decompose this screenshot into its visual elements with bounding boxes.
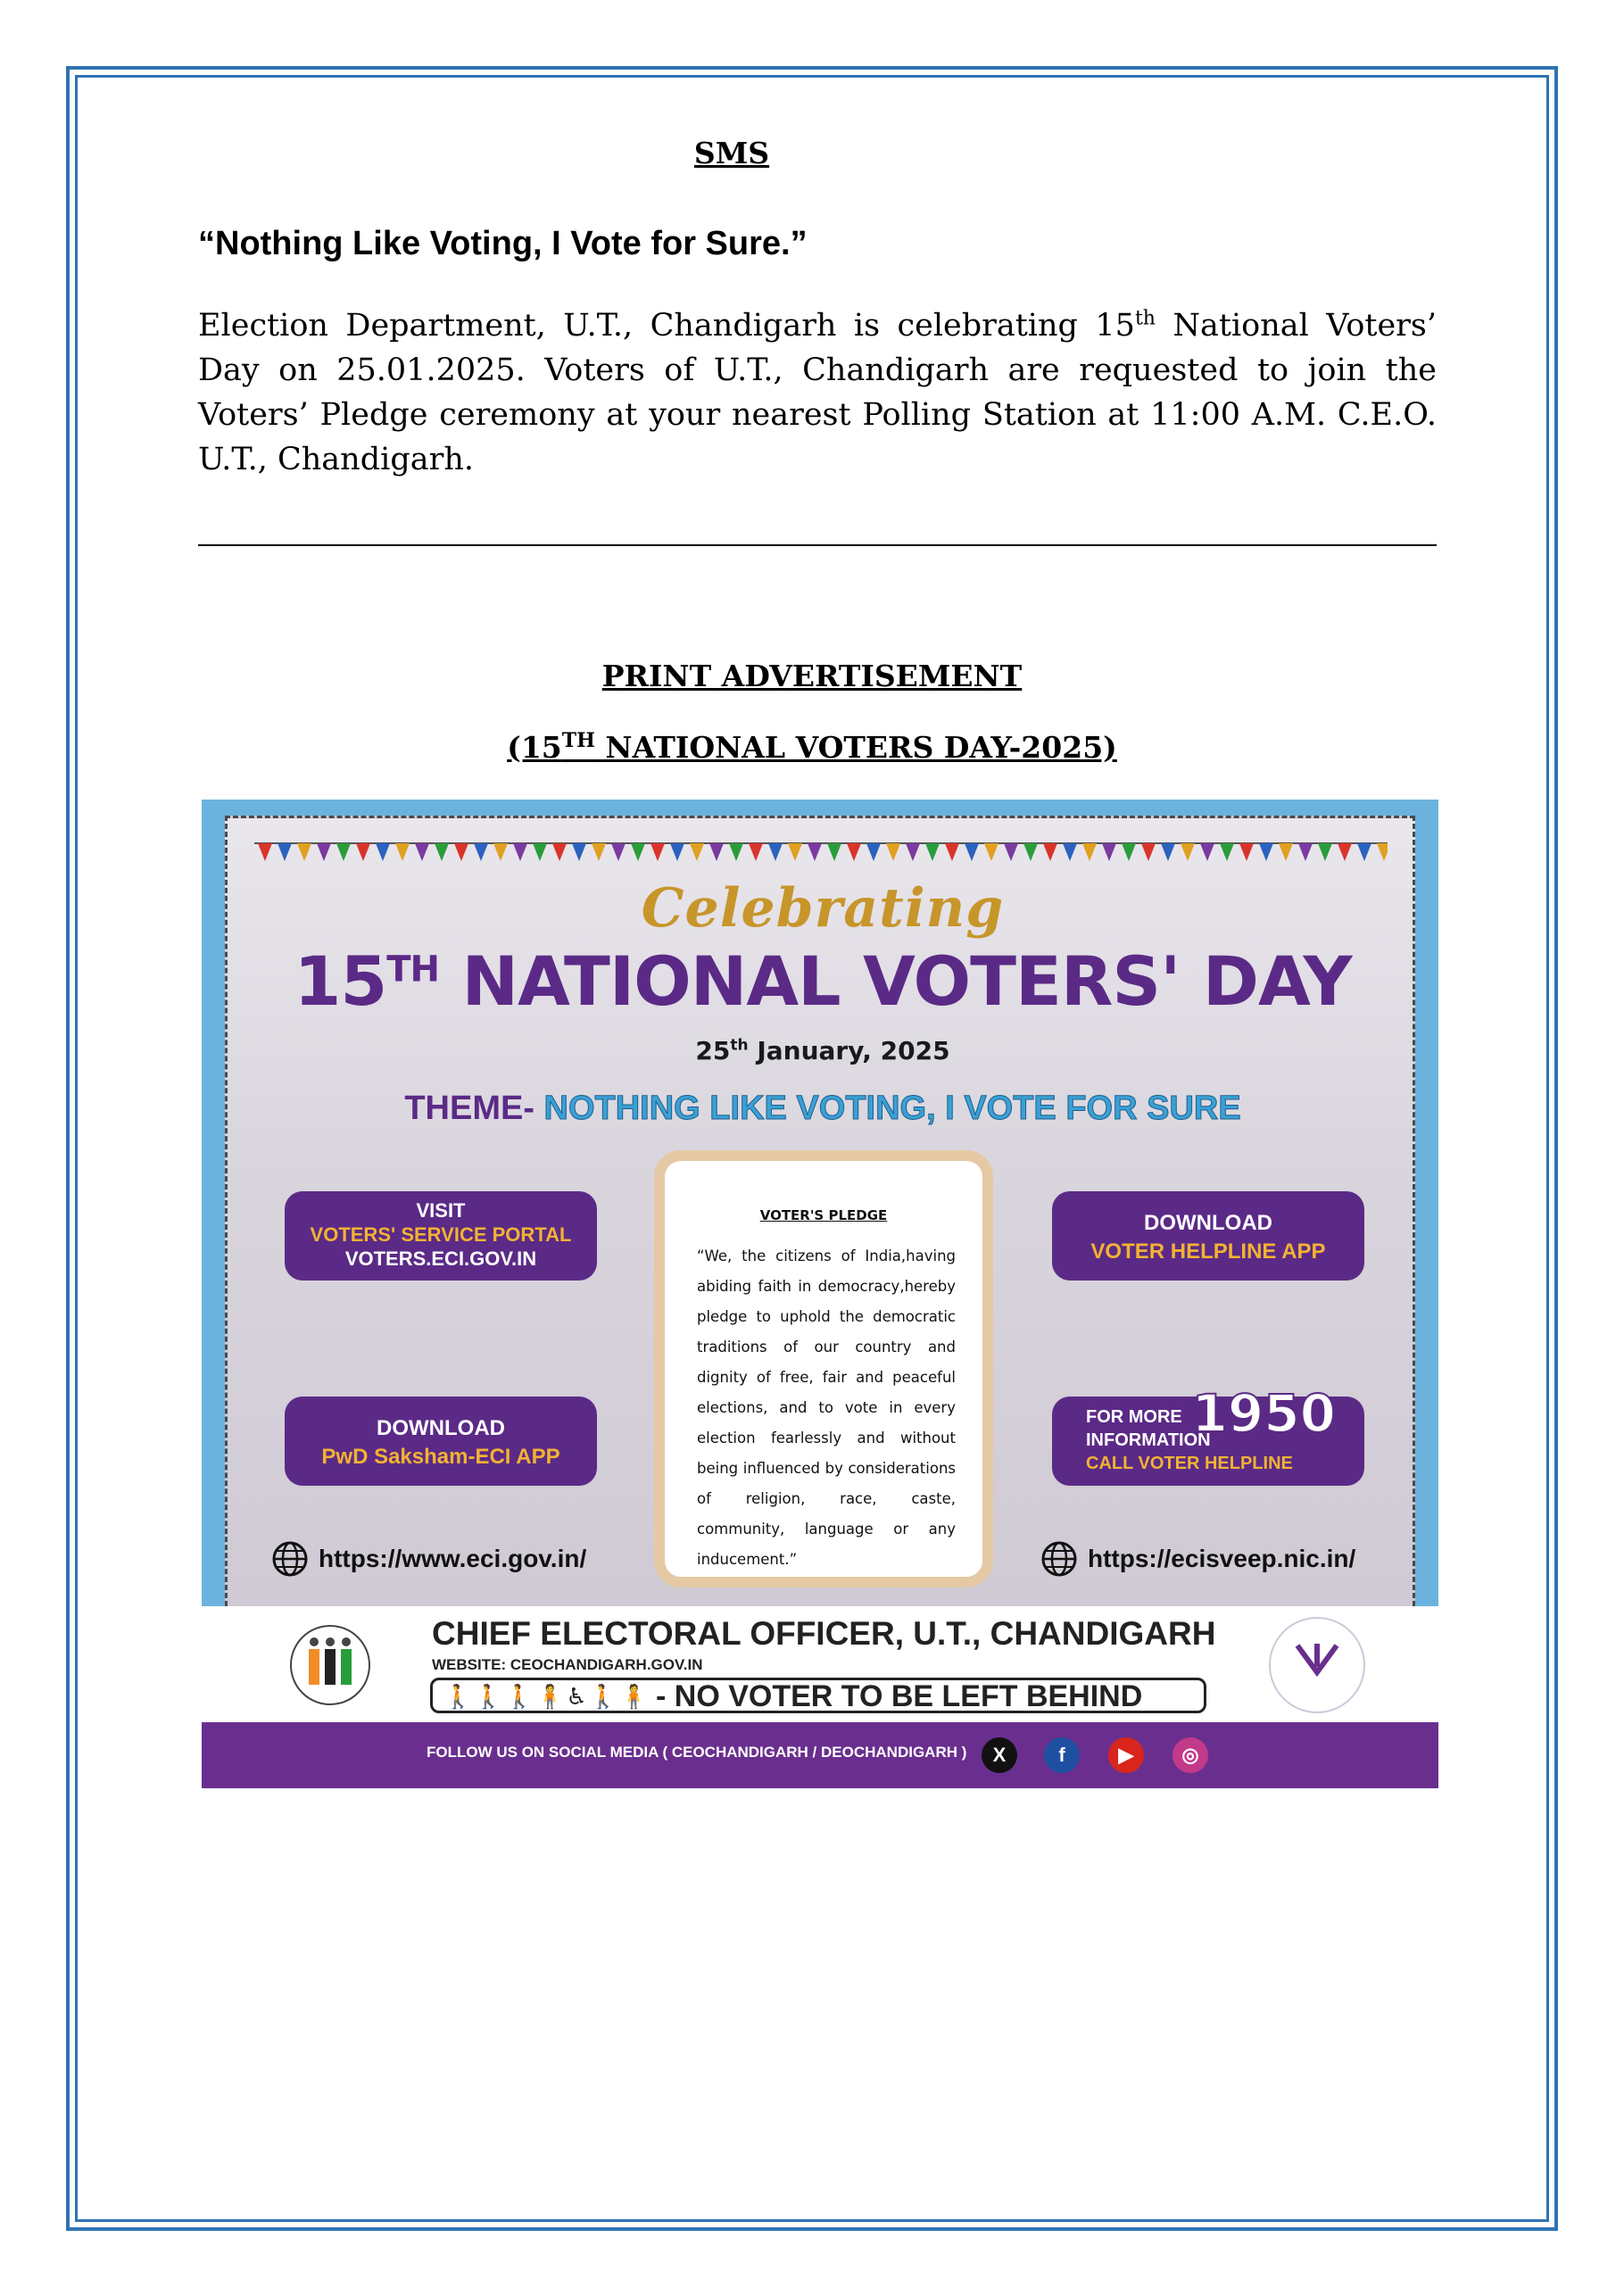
visit-portal-banner: [285, 1191, 597, 1281]
sms-heading: SMS: [693, 136, 770, 170]
bunting-flag: [513, 843, 527, 861]
bunting-flag: [945, 843, 959, 861]
bunting-flag: [336, 843, 351, 861]
nothing-like-voting-logo: [1269, 1617, 1365, 1713]
bunting-flag: [493, 843, 508, 861]
bunting-flag: [611, 843, 626, 861]
bunting-flag: [690, 843, 704, 861]
bunting-flag: [1338, 843, 1352, 861]
bunting-flag: [1122, 843, 1136, 861]
bunting-flag: [1298, 843, 1313, 861]
helpline-line2: VOTER HELPLINE APP: [1090, 1239, 1326, 1264]
bunting-flag: [474, 843, 488, 861]
print-sub-part2: NATIONAL VOTERS DAY-2025): [594, 730, 1117, 765]
celebrating-text: Celebrating: [641, 877, 1005, 940]
sms-body: [198, 303, 1437, 482]
bunting-flag: [552, 843, 567, 861]
bunting-flag: [1259, 843, 1273, 861]
bunting-flag: [1063, 843, 1077, 861]
globe-icon: [270, 1539, 310, 1579]
divider-rule: [198, 544, 1437, 546]
bunting-flag: [749, 843, 763, 861]
print-sub-part1: (15: [507, 730, 562, 765]
visit-line1: VISIT: [416, 1199, 466, 1222]
theme-label: THEME-: [404, 1090, 534, 1127]
ad-top-section: [202, 800, 1438, 1606]
bunting-flag: [1318, 843, 1332, 861]
bunting-flag: [356, 843, 370, 861]
helpline-line1: DOWNLOAD: [1144, 1211, 1272, 1235]
social-text: FOLLOW US ON SOCIAL MEDIA ( CEOCHANDIGARH / DEOCHANDIGARH ): [427, 1744, 967, 1761]
no-voter-text: - NO VOTER TO BE LEFT BEHIND: [656, 1679, 1143, 1713]
no-voter-left-behind-banner: [430, 1678, 1206, 1713]
pwd-line1: DOWNLOAD: [377, 1416, 505, 1440]
pwd-line2: PwD Saksham-ECI APP: [321, 1445, 560, 1469]
voter-helpline-app-banner: [1052, 1191, 1364, 1281]
bunting-flag: [1181, 843, 1195, 861]
print-heading: PRINT ADVERTISEMENT: [601, 659, 1023, 693]
bunting-flag: [965, 843, 979, 861]
ad-theme: [228, 1090, 1415, 1128]
bunting-flag: [297, 843, 311, 861]
bunting-flag: [1161, 843, 1175, 861]
globe-icon: [1040, 1539, 1079, 1579]
sms-quote: “Nothing Like Voting, I Vote for Sure.”: [198, 225, 808, 262]
visit-line3: VOTERS.ECI.GOV.IN: [344, 1247, 537, 1270]
sms-body-part2: National Voters’ Day on 25.01.2025. Voters of U.T., Chandigarh are requested to join the Voters’ Pledge ceremony at your nearest Polling Station at 11:00 A.M. C.E.O. U.T., Chandigarh.: [198, 308, 1437, 477]
theme-text: NOTHING LIKE VOTING, I VOTE FOR SURE: [534, 1090, 1241, 1127]
print-sub-sup: TH: [561, 729, 595, 752]
bunting-flag: [1220, 843, 1234, 861]
bunting-flag: [376, 843, 390, 861]
info-line2: INFORMATION: [1086, 1430, 1211, 1450]
bunting-flag: [592, 843, 606, 861]
pledge-text: “We, the citizens of India,having abiding faith in democracy,hereby pledge to uphold the democratic traditions of our country and dignity of free, fair and peaceful elections, and to vote in every election fearlessly and without being influenced by considerations of religion, race, caste, community, language or any inducement.”: [697, 1247, 956, 1568]
title-number: 15: [294, 941, 387, 1021]
bunting-flag: [395, 843, 410, 861]
bunting-flag: [1239, 843, 1254, 861]
date-day: 25: [695, 1036, 731, 1065]
bunting-flag: [1043, 843, 1057, 861]
ad-footer: [202, 1606, 1438, 1788]
ad-main-title: [228, 941, 1415, 1021]
bunting-flag: [788, 843, 802, 861]
bunting-flag: [1141, 843, 1156, 861]
helpline-number: 1950: [1191, 1383, 1336, 1444]
bunting-flag: [1082, 843, 1097, 861]
date-sup: th: [730, 1036, 749, 1055]
eci-link-text: https://www.eci.gov.in/: [319, 1545, 587, 1572]
bunting-decoration: [254, 840, 1388, 866]
visit-line2: VOTERS' SERVICE PORTAL: [310, 1223, 572, 1246]
helpline-number-banner: [1052, 1383, 1364, 1486]
bunting-flag: [258, 843, 272, 861]
ecisveep-link-text: https://ecisveep.nic.in/: [1088, 1545, 1356, 1572]
bunting-flag: [1279, 843, 1293, 861]
ecisveep-link[interactable]: [1040, 1539, 1355, 1579]
bunting-flag: [866, 843, 881, 861]
people-figures-icon: 🚶🚶🚶🧍♿🚶🧍: [443, 1684, 650, 1711]
print-advertisement: [202, 800, 1438, 1788]
info-line1: FOR MORE: [1086, 1407, 1182, 1427]
bunting-flag: [1377, 843, 1388, 861]
bunting-flag: [533, 843, 547, 861]
bunting-flag: [729, 843, 743, 861]
youtube-icon[interactable]: ▶: [1108, 1737, 1144, 1773]
bunting-flag: [847, 843, 861, 861]
x-twitter-icon[interactable]: X: [982, 1737, 1017, 1773]
eci-link[interactable]: [270, 1539, 586, 1579]
facebook-icon[interactable]: f: [1044, 1737, 1080, 1773]
bunting-flag: [1102, 843, 1116, 861]
bunting-flag: [454, 843, 468, 861]
bunting-flag: [435, 843, 449, 861]
eci-logo-icon: [287, 1622, 373, 1708]
sms-body-sup: th: [1134, 307, 1156, 330]
bunting-flag: [415, 843, 429, 861]
bunting-flag: [1357, 843, 1371, 861]
ceo-website: WEBSITE: CEOCHANDIGARH.GOV.IN: [432, 1656, 703, 1673]
bunting-flag: [670, 843, 684, 861]
bunting-flag: [650, 843, 665, 861]
bunting-flag: [1200, 843, 1214, 861]
bunting-flag: [827, 843, 841, 861]
instagram-icon[interactable]: ◎: [1172, 1737, 1208, 1773]
bunting-flag: [886, 843, 900, 861]
ceo-title: CHIEF ELECTORAL OFFICER, U.T., CHANDIGARH: [432, 1615, 1216, 1652]
bunting-flag: [1023, 843, 1038, 861]
bunting-flag: [1004, 843, 1018, 861]
date-rest: January, 2025: [748, 1036, 950, 1065]
social-media-bar: [202, 1722, 1438, 1788]
ad-date: [228, 1036, 1415, 1065]
sms-body-part1: Election Department, U.T., Chandigarh is celebrating 15: [198, 308, 1135, 344]
print-subheading: [0, 730, 1624, 765]
title-rest: NATIONAL VOTERS' DAY: [439, 941, 1352, 1021]
bunting-flag: [572, 843, 586, 861]
info-line3: CALL VOTER HELPLINE: [1086, 1454, 1293, 1473]
bunting-flag: [317, 843, 331, 861]
bunting-flag: [709, 843, 724, 861]
bunting-flag: [278, 843, 292, 861]
bunting-flag: [984, 843, 998, 861]
bunting-flag: [631, 843, 645, 861]
ad-panel: [225, 816, 1415, 1606]
pledge-title: VOTER'S PLEDGE: [759, 1207, 888, 1223]
bunting-flag: [906, 843, 920, 861]
bunting-flag: [808, 843, 822, 861]
bunting-flag: [925, 843, 940, 861]
bunting-flag: [768, 843, 783, 861]
voters-pledge-box: [654, 1150, 993, 1587]
pwd-app-banner: [285, 1397, 597, 1486]
title-sup: TH: [386, 949, 439, 991]
